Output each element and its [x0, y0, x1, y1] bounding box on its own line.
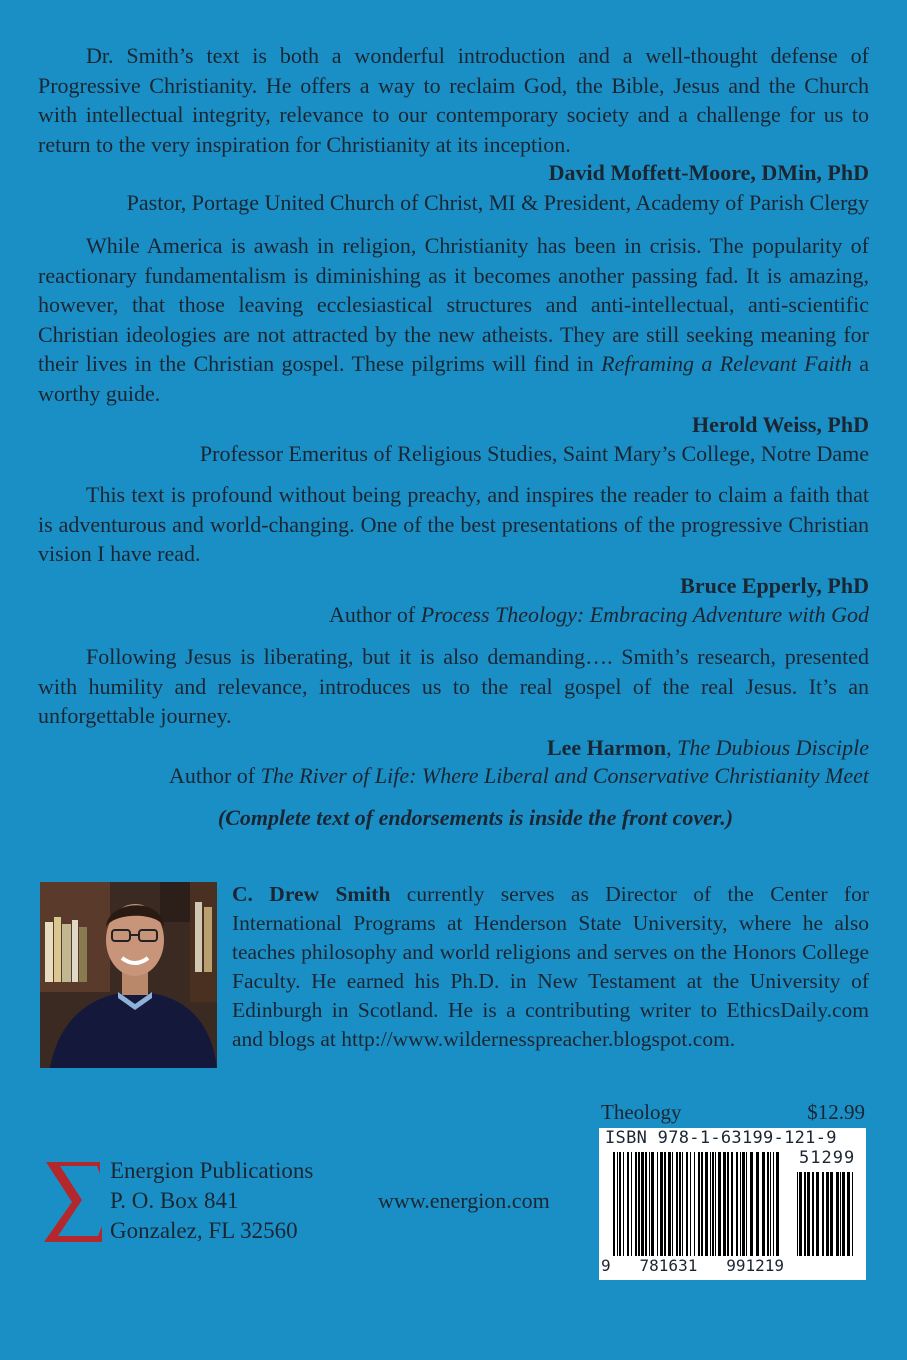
barcode-bar	[668, 1152, 671, 1256]
barcode-bar	[767, 1152, 769, 1256]
endorsement-1-text: Dr. Smith’s text is both a wonderful introduction and a well-thought defense of Progressive Christianity. He offers a way to reclaim God, the Bible, Jesus and the Church with intellectual integrity, relevance to our contemporary society and a challenge for us to return to the very inspiration for Christianity at its inception.	[38, 43, 869, 157]
barcode-digits: 9 781631 991219	[601, 1256, 785, 1275]
barcode-bar	[852, 1172, 853, 1256]
barcode-bar	[613, 1152, 615, 1256]
barcode-price-code: 51299	[799, 1148, 856, 1168]
barcode-bar	[701, 1152, 703, 1256]
barcode-bar	[638, 1152, 640, 1256]
endorsement-2-name: Herold Weiss, PhD	[691, 412, 869, 437]
barcode-bar	[686, 1152, 688, 1256]
barcode-bar	[727, 1152, 729, 1256]
barcode-bar	[617, 1152, 618, 1256]
barcode-bar	[645, 1152, 647, 1256]
barcode-bar	[627, 1152, 629, 1256]
endorsement-1-name: David Moffett-Moore, DMin, PhD	[548, 160, 869, 185]
publisher-po-box: P. O. Box 841	[110, 1188, 239, 1213]
barcode-header	[601, 1100, 865, 1125]
endorsement-1-affiliation: Pastor, Portage United Church of Christ, MI & President, Academy of Parish Clergy	[126, 190, 869, 215]
barcode-bar	[740, 1152, 741, 1256]
barcode-bar	[842, 1172, 845, 1256]
barcode-bar	[623, 1152, 624, 1256]
endorsement-2-affiliation: Professor Emeritus of Religious Studies, Saint Mary’s College, Notre Dame	[199, 441, 869, 466]
author-bio: C. Drew Smith currently serves as Director of the Center for International Programs at Henderson State University, where he also teaches philosophy and world religions and serves on the Honors College Faculty. He earned his Ph.D. in New Testament at the University of Edinburgh in Scotland. He is a contributing writer to EthicsDaily.com and blogs at http://www.wildernesspreacher.blogspot.com.	[232, 882, 869, 1051]
barcode-price: $12.99	[807, 1100, 865, 1124]
barcode-bar	[698, 1152, 700, 1256]
barcode-bar	[750, 1152, 753, 1256]
barcode-bar	[762, 1152, 765, 1256]
barcode-bar	[797, 1172, 798, 1256]
endorsement-3-name: Bruce Epperly, PhD	[680, 573, 869, 598]
endorsement-4-name: Lee Harmon, The Dubious Disciple	[546, 735, 869, 760]
barcode-bar	[651, 1152, 654, 1256]
barcode-bar	[804, 1172, 806, 1256]
barcode-bar	[736, 1152, 738, 1256]
barcode-bar	[649, 1152, 650, 1256]
endorsement-3-affiliation: Author of Process Theology: Embracing Adventure with God	[329, 602, 869, 627]
endorsements-note: (Complete text of endorsements is inside the front cover.)	[217, 805, 734, 830]
barcode-bar	[657, 1152, 658, 1256]
publisher-city: Gonzalez, FL 32560	[110, 1218, 298, 1243]
barcode-bar	[718, 1152, 721, 1256]
barcode-bar	[712, 1152, 714, 1256]
barcode-bar	[631, 1152, 632, 1256]
publisher-website[interactable]: www.energion.com	[378, 1188, 550, 1213]
barcode-bar	[773, 1152, 774, 1256]
barcode-bar	[705, 1152, 708, 1256]
author-photo	[40, 882, 217, 1068]
barcode-bar	[822, 1172, 824, 1256]
publisher-address	[110, 1156, 313, 1246]
barcode-bar	[682, 1152, 683, 1256]
barcode-bar	[679, 1152, 681, 1256]
barcode-bar	[746, 1152, 747, 1256]
barcode-isbn: ISBN 978-1-63199-121-9	[605, 1128, 837, 1148]
author-photo-illustration	[40, 882, 217, 1068]
barcode-bar	[635, 1152, 637, 1256]
barcode-category: Theology	[601, 1100, 682, 1124]
barcode-bar	[807, 1172, 810, 1256]
barcode-addon-bars	[797, 1172, 857, 1256]
barcode-bar	[742, 1152, 745, 1256]
endorsement-4-text: Following Jesus is liberating, but it is also demanding…. Smith’s research, presented with humility and relevance, introduces us to the real gospel of the real Jesus. It’s an unforgettable journey.	[38, 644, 869, 728]
barcode-bar	[641, 1152, 644, 1256]
endorsement-3-text: This text is profound without being preachy, and inspires the reader to claim a faith that is adventurous and world-changing. One of the best presentations of the progressive Christian vision I have read.	[38, 482, 869, 566]
barcode-bar	[690, 1152, 691, 1256]
barcode-bar	[847, 1172, 850, 1256]
endorsement-2-text: While America is awash in religion, Christianity has been in crisis. The popularity of reactionary fundamentalism is diminishing as it becomes another passing fad. It is amazing, however, that those leaving ecclesiastical structures and anti-intellectual, anti-scientific Christian ideologies are not attracted by the new atheists. They are still seeking meaning for their lives in the Christian gospel. These pilgrims will find in Reframing a Relevant Faith a worthy guide.	[38, 233, 870, 406]
barcode-bar	[830, 1172, 833, 1256]
barcode-bar	[840, 1172, 841, 1256]
publisher-name: Energion Publications	[110, 1158, 314, 1183]
barcode-bar	[715, 1152, 716, 1256]
barcode-bar	[812, 1172, 814, 1256]
barcode-bar	[731, 1152, 733, 1256]
barcode-bar	[836, 1172, 839, 1256]
barcode-bar	[710, 1152, 711, 1256]
barcode-bar	[672, 1152, 673, 1256]
barcode	[599, 1128, 866, 1280]
barcode-bar	[756, 1152, 759, 1256]
barcode-bar	[816, 1172, 819, 1256]
barcode-bar	[664, 1152, 666, 1256]
barcode-bar	[676, 1152, 678, 1256]
barcode-bar	[776, 1152, 779, 1256]
barcode-bar	[660, 1152, 663, 1256]
barcode-bar	[694, 1152, 695, 1256]
sigma-logo-icon	[42, 1160, 104, 1244]
barcode-bar	[619, 1152, 621, 1256]
barcode-bar	[723, 1152, 726, 1256]
barcode-bar	[770, 1152, 771, 1256]
barcode-bar	[826, 1172, 829, 1256]
barcode-bar	[799, 1172, 802, 1256]
endorsement-4-affiliation: Author of The River of Life: Where Liberal and Conservative Christianity Meet	[168, 763, 869, 788]
barcode-bars	[613, 1152, 783, 1256]
